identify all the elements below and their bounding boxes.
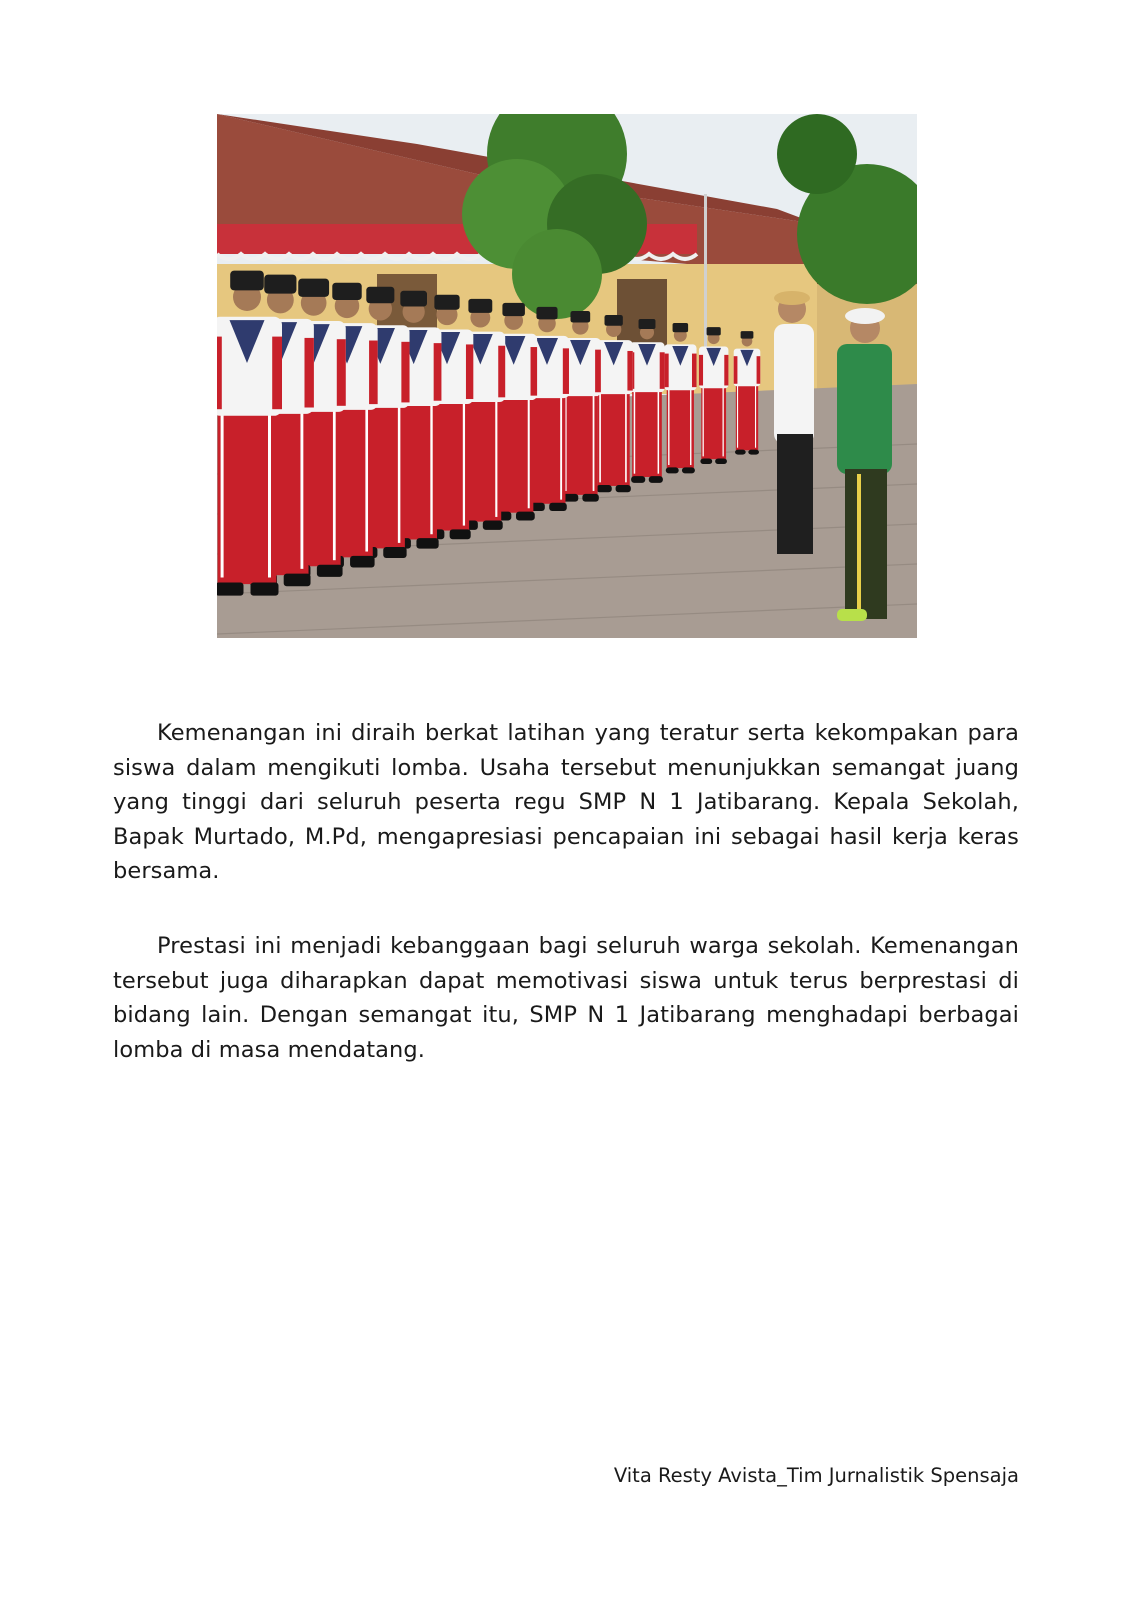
official-white-shirt [774, 291, 814, 554]
student-figure [629, 319, 664, 483]
student-figure [699, 327, 728, 464]
photo-illustration [217, 114, 917, 638]
scout-team-lineup-photo [217, 114, 917, 638]
official-green-shirt [837, 308, 892, 621]
student-figure [734, 331, 761, 455]
student-figure [664, 323, 696, 473]
article-paragraph-1: Kemenangan ini diraih berkat latihan yang teratur serta kekompakan para siswa dalam mengikuti lomba. Usaha tersebut menunjukkan semangat juang yang tinggi dari seluruh peserta regu SMP N 1 Jatibarang. Kepala Sekolah, Bapak Murtado, M.Pd, mengapresiasi pencapaian ini sebagai hasil kerja keras bersama. [113, 720, 1019, 884]
author-byline: Vita Resty Avista_Tim Jurnalistik Spensaja [613, 1464, 1019, 1487]
article-paragraph-2: Prestasi ini menjadi kebanggaan bagi seluruh warga sekolah. Kemenangan tersebut juga diharapkan dapat memotivasi siswa untuk terus berprestasi di bidang lain. Dengan semangat itu, SMP N 1 Jatibarang menghadapi berbagai lomba di masa mendatang. [113, 933, 1019, 1063]
student-figure [217, 271, 282, 596]
